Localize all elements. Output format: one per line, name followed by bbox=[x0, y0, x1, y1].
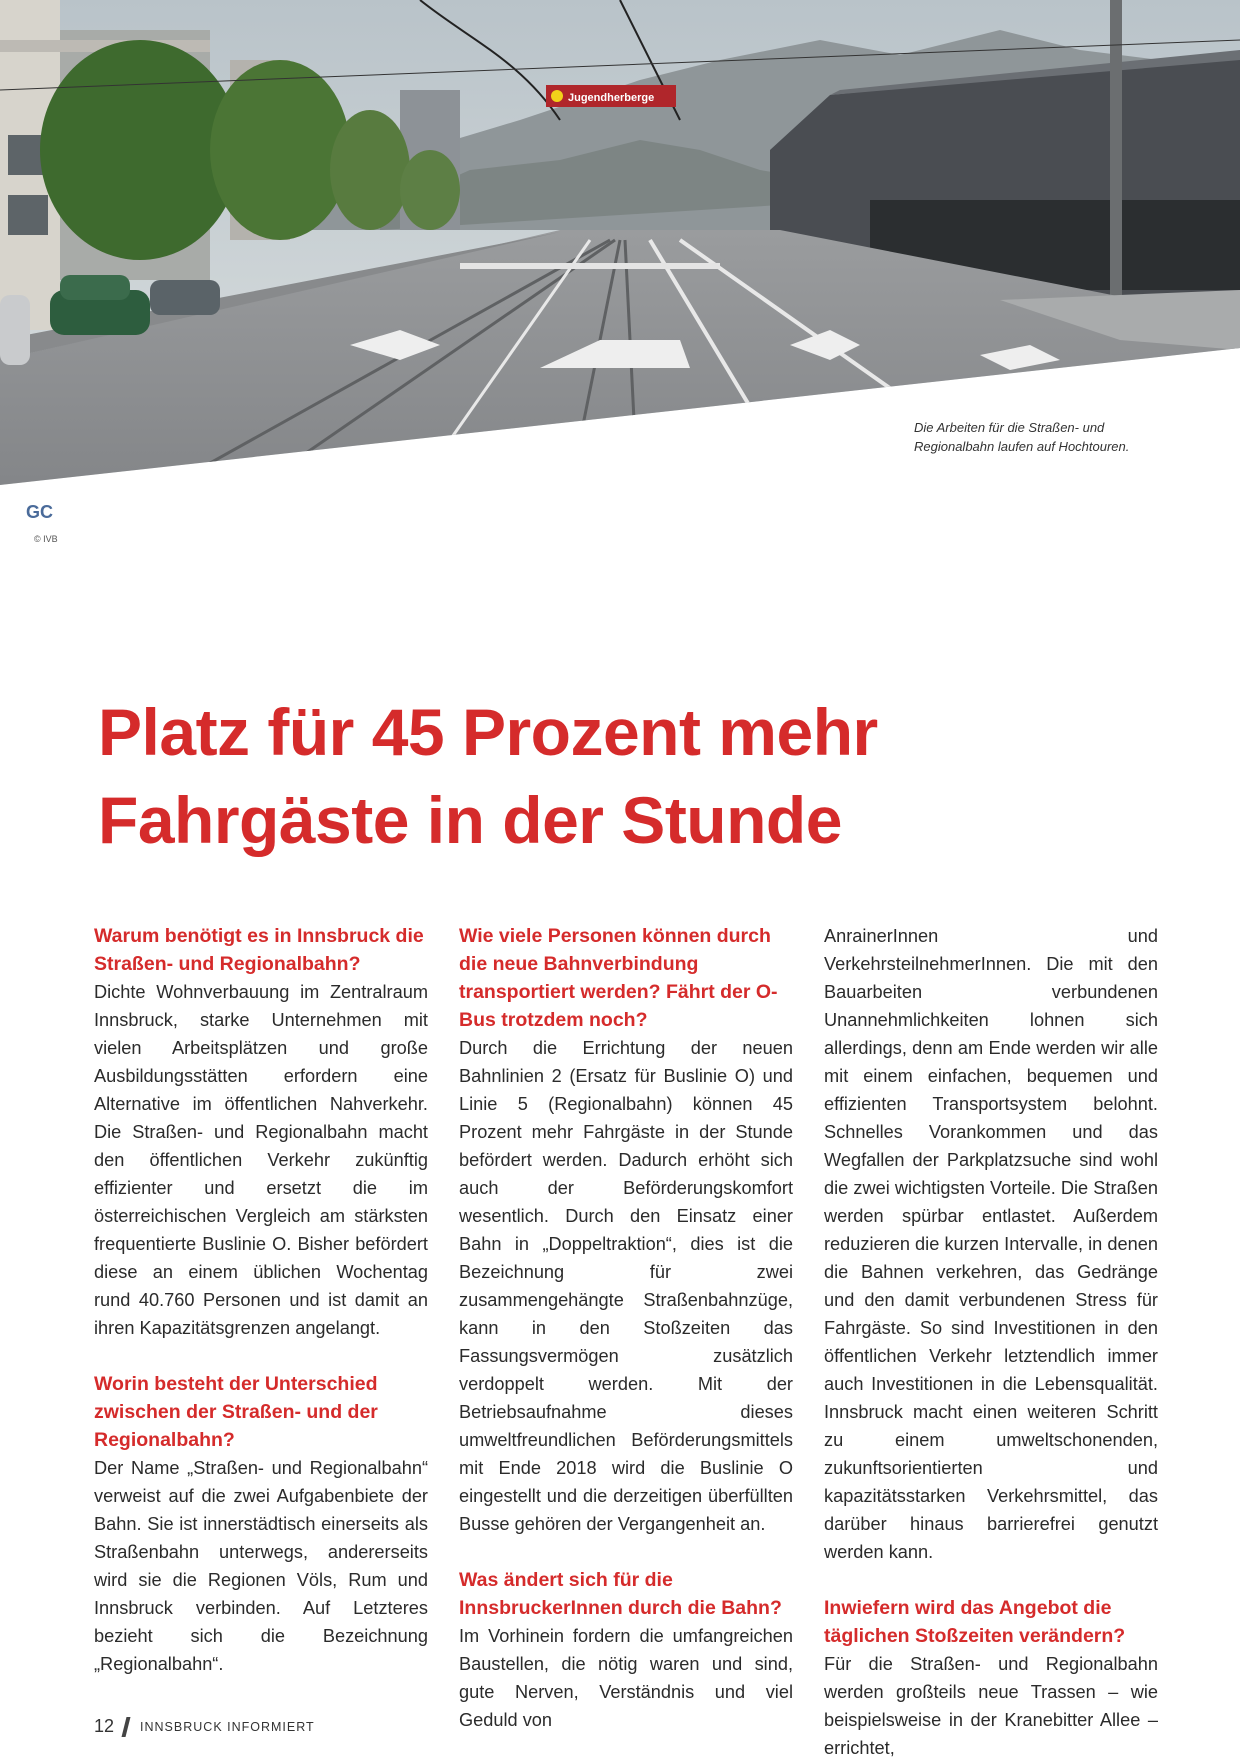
sign-text: Jugendherberge bbox=[568, 92, 655, 104]
answer-paragraph: Durch die Errichtung der neuen Bahnlinien 2 (Ersatz für Buslinie O) und Linie 5 (Regionalbahn) können 45 Prozent mehr Fahrgäste in der Stunde befördert werden. Dadurch erhöht sich auch der Beförderungskomfort wesentlich. Durch den Einsatz einer Bahn in „Doppeltraktion“, dies ist die Bezeichnung für zwei zusammengehängte Straßenbahnzüge, kann in den Stoßzeiten das Fassungsvermögen zusätzlich verdoppelt werden. Mit der Betriebsaufnahme dieses umweltfreundlichen Beförderungsmittels mit Ende 2018 wird die Buslinie O eingestellt und die derzeitigen überfüllten Busse gehören der Vergangenheit an. bbox=[459, 1038, 793, 1534]
column-3 bbox=[824, 922, 1158, 1762]
question-heading: Warum benötigt es in Innsbruck die Straßen- und Regionalbahn? bbox=[94, 925, 424, 975]
divider-slash bbox=[122, 1717, 131, 1737]
caption-line-1: Die Arbeiten für die Straßen- und bbox=[914, 420, 1105, 435]
question-heading: Wie viele Personen können durch die neue Bahnverbindung transportiert werden? Fährt der O-Bus trotzdem noch? bbox=[459, 925, 778, 1031]
headline bbox=[98, 688, 1158, 864]
publication-name: INNSBRUCK INFORMIERT bbox=[140, 1719, 315, 1734]
logo-watermark: GC bbox=[26, 502, 53, 522]
column-1 bbox=[94, 922, 428, 1678]
question-heading: Was ändert sich für die InnsbruckerInnen durch die Bahn? bbox=[459, 1569, 782, 1619]
photo-credit: © IVB bbox=[34, 534, 58, 544]
answer-paragraph: Der Name „Straßen- und Regionalbahn“ verweist auf die zwei Aufgabenbiete der Bahn. Sie ist innerstädtisch einerseits als Straßenbahn unterwegs, andererseits wird sie die Regionen Völs, Rum und Innsbruck verbinden. Auf Letzteres bezieht sich die Bezeichnung „Regionalbahn“. bbox=[94, 1458, 428, 1674]
hero-image bbox=[0, 0, 1240, 540]
answer-paragraph: Für die Straßen- und Regionalbahn werden großteils neue Trassen – wie beispielsweise in der Kranebitter Allee – errichtet, bbox=[824, 1654, 1158, 1758]
page-number: 12 bbox=[94, 1716, 115, 1736]
headline-line-2: Fahrgäste in der Stunde bbox=[98, 783, 842, 857]
image-caption bbox=[914, 418, 1214, 456]
caption-line-2: Regionalbahn laufen auf Hochtouren. bbox=[914, 439, 1130, 454]
answer-paragraph: AnrainerInnen und VerkehrsteilnehmerInnen. Die mit den Bauarbeiten verbundenen Unannehmlichkeiten lohnen sich allerdings, denn am Ende werden wir alle mit einem einfachen, bequemen und effizienten Transportsystem belohnt. Schnelles Vorankommen und das Wegfallen der Parkplatzsuche sind wohl die zwei wichtigsten Vorteile. Die Straßen werden spürbar entlastet. Außerdem reduzieren die kurzen Intervalle, in denen die Bahnen verkehren, das Gedränge und den damit verbundenen Stress für Fahrgäste. So sind Investitionen in den öffentlichen Verkehr letztendlich immer auch Investitionen in die Lebensqualität. Innsbruck macht einen weiteren Schritt zu einem umweltschonenden, zukunftsorientierten und kapazitätsstarken Verkehrsmittel, das darüber hinaus barrierefrei genutzt werden kann. bbox=[824, 926, 1158, 1562]
answer-paragraph: Dichte Wohnverbauung im Zentralraum Innsbruck, starke Unternehmen mit vielen Arbeitsplätzen und große Ausbildungsstätten erfordern eine Alternative im öffentlichen Nahverkehr. Die Straßen- und Regionalbahn macht den öffentlichen Verkehr zukünftig effizienter und ersetzt die im österreichischen Vergleich am stärksten frequentierte Buslinie O. Bisher befördert diese an einem üblichen Wochentag rund 40.760 Personen und ist damit an ihren Kapazitätsgrenzen angelangt. bbox=[94, 982, 428, 1338]
page-footer bbox=[94, 1716, 315, 1737]
question-heading: Inwiefern wird das Angebot die täglichen Stoßzeiten verändern? bbox=[824, 1597, 1126, 1647]
headline-line-1: Platz für 45 Prozent mehr bbox=[98, 695, 878, 769]
street-rendering bbox=[0, 0, 1240, 540]
column-2 bbox=[459, 922, 793, 1734]
answer-paragraph: Im Vorhinein fordern die umfangreichen Baustellen, die nötig waren und sind, gute Nerven, Verständnis und viel Geduld von bbox=[459, 1626, 793, 1730]
question-heading: Worin besteht der Unterschied zwischen der Straßen- und der Regionalbahn? bbox=[94, 1373, 378, 1451]
